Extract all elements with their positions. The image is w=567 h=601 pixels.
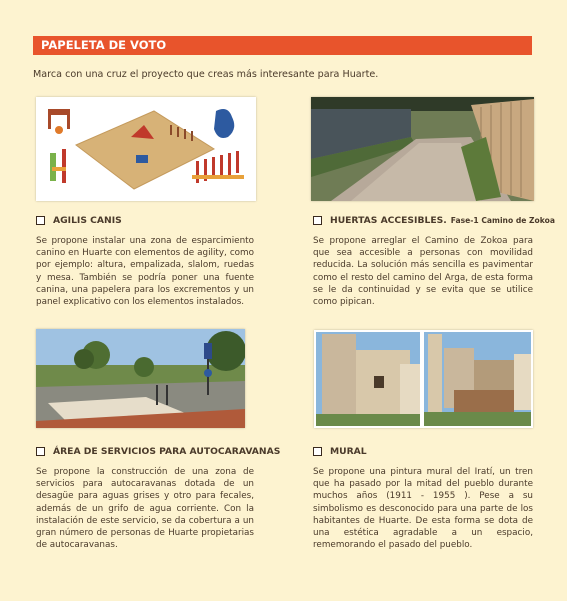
option-description: Se propone instalar una zona de esparcimiento canino en Huarte con elementos de agility, como por ejemplo: altura, empalizada, slalom, ruedas y mesa. También se podría poner una fuente canina, una papelera para los excrementos y un panel explicativo con los elementos instalados. <box>36 236 254 308</box>
option-description: Se propone arreglar el Camino de Zokoa para que sea accesible a personas con movilidad reducida. La solución más sencilla es pavimentar como el resto del camino del Arga, de esta forma se le da continuidad y se evita que se utilice como pipican. <box>313 236 533 308</box>
option-title: AGILIS CANIS <box>53 215 122 226</box>
checkbox[interactable] <box>36 447 45 456</box>
option-area-autocaravanas[interactable] <box>36 446 280 457</box>
agility-park-image <box>36 97 256 201</box>
intro-text: Marca con una cruz el proyecto que creas más interesante para Huarte. <box>33 69 379 80</box>
option-mural[interactable] <box>313 446 367 457</box>
option-huertas-accesibles[interactable] <box>313 215 555 226</box>
ballot-header: PAPELETA DE VOTO <box>33 36 532 55</box>
option-description: Se propone una pintura mural del Iratí, un tren que ha pasado por la mitad del pueblo durante muchos años (1911 - 1955 ). Pese a su simbolismo es desconocido para una parte de los habitantes de Huarte. De esta forma se dota de una estética agradable a un espacio, rememorando el pasado del pueblo. <box>313 467 533 551</box>
option-agilis-canis[interactable] <box>36 215 122 226</box>
option-title: MURAL <box>330 446 367 457</box>
autocaravan-area-image <box>36 329 245 428</box>
option-subtitle: Fase-1 Camino de Zokoa <box>450 216 555 225</box>
checkbox[interactable] <box>313 216 322 225</box>
option-description: Se propone la construcción de una zona de servicios para autocaravanas dotada de un desagüe para aguas grises y otro para fecales, además de un grifo de agua corriente. Con la instalación de este servicio, se da cobertura a un gran número de personas de Huarte propietarias de autocaravanas. <box>36 467 254 551</box>
checkbox[interactable] <box>313 447 322 456</box>
checkbox[interactable] <box>36 216 45 225</box>
option-title: ÁREA DE SERVICIOS PARA AUTOCARAVANAS <box>53 446 281 457</box>
mural-image <box>314 330 533 428</box>
option-title: HUERTAS ACCESIBLES. <box>330 215 447 226</box>
camino-zokoa-image <box>311 97 534 201</box>
